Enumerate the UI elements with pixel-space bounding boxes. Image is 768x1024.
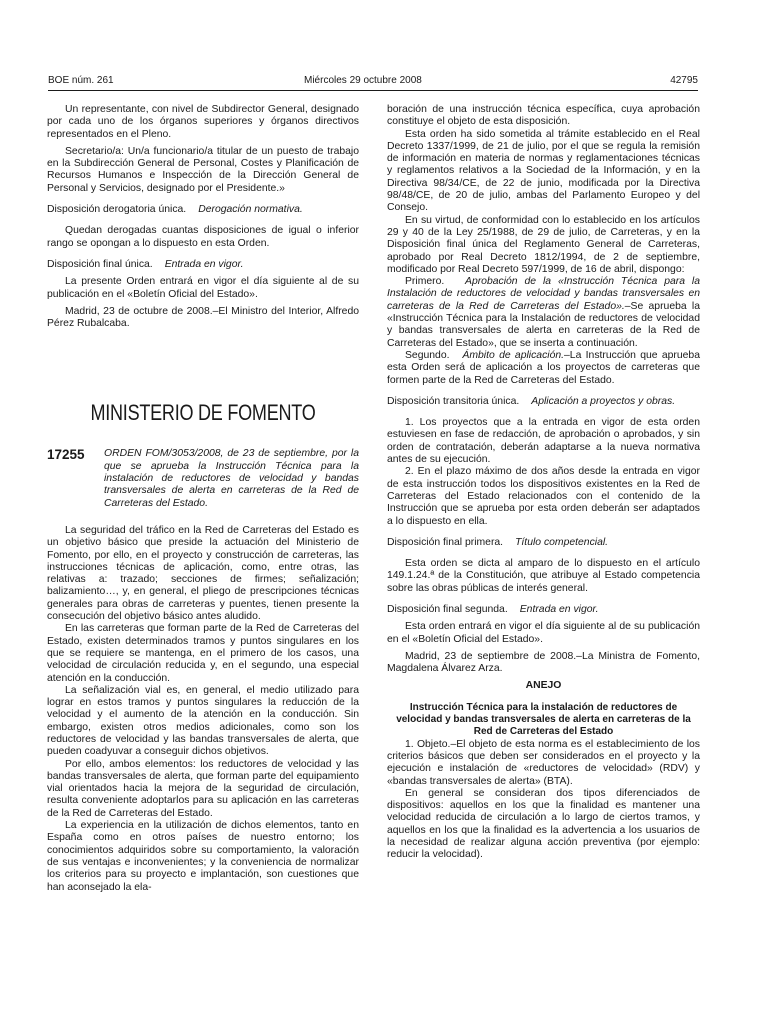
provision-title: Aplicación a proyectos y obras.	[531, 395, 676, 407]
article-text: –Se aprueba la «Instrucción Técnica para la Instalación de reductores de velocidad y bandas transversales de alerta en carreteras de la Red de Carreteras del Estado», que se inserta a continuación.	[387, 300, 700, 349]
provision-heading	[387, 604, 700, 616]
paragraph: Por ello, ambos elementos: los reductores de velocidad y las bandas transversales de alerta, que forman parte del equipamiento vial orientados hacia la mejora de la seguridad de circulación, resulta conveniente adoptarlos para su aplicación en las carreteras de la Red de Carreteras del Estado.	[47, 758, 359, 819]
provision-heading	[47, 204, 359, 216]
paragraph: La señalización vial es, en general, el medio utilizado para lograr en estos tramos y puntos singulares la reducción de la velocidad y el aumento de la atención en la conducción. Sin embargo, existen otros medios adicionales, como son los reductores de velocidad y las bandas transversales de alerta, que pueden coadyuvar a conseguir dichos objetivos.	[47, 684, 359, 758]
article-title: Ámbito de aplicación.	[462, 349, 565, 361]
paragraph: La experiencia en la utilización de dichos elementos, tanto en España como en otros países de nuestro entorno; los conocimientos adquiridos sobre su comportamiento, la valoración de sus ventajas e inconvenientes; y la conveniencia de normalizar los criterios para su proyecto e implantación, son cuestiones que han aconsejado la ela-	[47, 820, 359, 893]
article-label: Segundo.	[405, 349, 450, 361]
provision-title: Entrada en vigor.	[164, 258, 244, 270]
paragraph: 1. Los proyectos que a la entrada en vigor de esta orden estuviesen en fase de redacción, de aprobación o aprobados, y sin orden de contratación, deberán adaptarse a la nueva normativa antes de su ejecución.	[387, 417, 700, 466]
annex-title: Instrucción Técnica para la instalación de reductores de velocidad y bandas transversales de alerta en carreteras de la Red de Carreteras del Estado	[396, 701, 691, 738]
signature-paragraph: Madrid, 23 de septiembre de 2008.–La Ministra de Fomento, Magdalena Álvarez Arza.	[387, 650, 700, 675]
paragraph: En las carreteras que forman parte de la Red de Carreteras del Estado, existen determinados tramos y puntos singulares en los que se requiere se mantenga, en el primero de los casos, una velocidad de circulación reducida y, en el segundo, una especial atención en la conducción.	[47, 623, 359, 684]
right-column	[387, 104, 700, 862]
provision-label: Disposición final segunda.	[387, 603, 508, 615]
provision-heading	[387, 396, 700, 408]
paragraph: 1. Objeto.–El objeto de esta norma es el establecimiento de los criterios básicos que deben ser considerados en el proyecto y la ejecución e instalación de «reductores de velocidad» (RDV) y «bandas transversales de alerta» (BTA).	[387, 738, 700, 787]
article-text: –La Instrucción que aprueba esta Orden será de aplicación a los proyectos de carreteras que formen parte de la Red de Carreteras del Estado.	[387, 349, 700, 386]
paragraph: Esta orden se dicta al amparo de lo dispuesto en el artículo 149.1.24.ª de la Constitución, que atribuye al Estado competencia sobre las obras públicas de interés general.	[387, 558, 700, 594]
paragraph: Un representante, con nivel de Subdirector General, designado por cada uno de los órganos superiores y órganos directivos representados en el Pleno.	[47, 104, 359, 140]
provision-label: Disposición derogatoria única.	[47, 204, 187, 216]
page-number: 42795	[670, 75, 698, 86]
paragraph: En su virtud, de conformidad con lo establecido en los artículos 29 y 40 de la Ley 25/1988, de 29 de julio, de Carreteras, y en la Disposición final única del Reglamento General de Carreteras, aprobado por Real Decreto 1812/1994, de 2 de septiembre, modificado por Real Decreto 597/1999, de 16 de abril, dispongo:	[387, 214, 700, 275]
order-heading	[47, 448, 359, 509]
article-segundo	[387, 350, 700, 387]
bulletin-number: BOE núm. 261	[48, 75, 114, 86]
paragraph: Secretario/a: Un/a funcionario/a titular de un puesto de trabajo en la Subdirección General de Personal, Costes y Planificación de Recursos Humanos e Inspección de la Dirección General de Personal y Servicios, designado por el Presidente.»	[47, 145, 359, 194]
provision-title: Título competencial.	[515, 536, 609, 548]
paragraph: boración de una instrucción técnica específica, cuya aprobación constituye el objeto de esta disposición.	[387, 104, 700, 128]
provision-heading	[387, 537, 700, 549]
provision-label: Disposición transitoria única.	[387, 395, 520, 407]
provision-title: Entrada en vigor.	[519, 603, 599, 615]
provision-heading	[47, 259, 359, 271]
paragraph: Quedan derogadas cuantas disposiciones de igual o inferior rango se opongan a lo dispuesto en esta Orden.	[47, 225, 359, 249]
order-number: 17255	[47, 447, 85, 463]
paragraph: Esta orden ha sido sometida al trámite establecido en el Real Decreto 1337/1999, de 21 de julio, por el que se regula la remisión de información en materia de normas y reglamentaciones técnicas y reglamentos relativos a la Sociedad de la Información, y en la Directiva 98/34/CE, de 22 de junio, modificada por la Directiva 98/48/CE, de 20 de julio, ambas del Parlamento Europeo y del Consejo.	[387, 128, 700, 214]
ministry-heading: MINISTERIO DE FOMENTO	[90, 400, 316, 426]
paragraph: 2. En el plazo máximo de dos años desde la entrada en vigor de esta instrucción todos los dispositivos existentes en la Red de Carreteras del Estado relacionados con el contenido de la Instrucción que se aprueba por esta orden deberán ser adaptados a lo dispuesto en ella.	[387, 466, 700, 527]
signature-paragraph: Madrid, 23 de octubre de 2008.–El Ministro del Interior, Alfredo Pérez Rubalcaba.	[47, 305, 359, 330]
provision-label: Disposición final primera.	[387, 536, 504, 548]
paragraph: Esta orden entrará en vigor el día siguiente al de su publicación en el «Boletín Oficial del Estado».	[387, 621, 700, 645]
order-title: ORDEN FOM/3053/2008, de 23 de septiembre, por la que se aprueba la Instrucción Técnica para la instalación de reductores de velocidad y bandas transversales de alerta en carreteras de la Red de Carreteras del Estado.	[104, 448, 359, 509]
article-title: Aprobación de la «Instrucción Técnica para la Instalación de reductores de velocidad y bandas transversales en carreteras de la Red de Carreteras del Estado».	[387, 276, 700, 312]
annex-heading: ANEJO	[525, 680, 562, 692]
left-column	[47, 104, 359, 894]
article-label: Primero.	[405, 276, 445, 288]
paragraph: En general se consideran dos tipos diferenciados de dispositivos: aquellos en los que la finalidad es mantener una velocidad reducida de circulación a lo largo de ciertos tramos, y aquellos en los que la finalidad es la advertencia a los usuarios de la necesidad de realizar alguna acción preventiva (por ejemplo: reducir la velocidad).	[387, 787, 700, 861]
header-rule	[48, 90, 698, 91]
article-primero	[387, 276, 700, 350]
provision-title: Derogación normativa.	[198, 204, 303, 216]
paragraph: La presente Orden entrará en vigor el día siguiente al de su publicación en el «Boletín Oficial del Estado».	[47, 276, 359, 300]
provision-label: Disposición final única.	[47, 258, 153, 270]
paragraph: La seguridad del tráfico en la Red de Carreteras del Estado es un objetivo básico que preside la actuación del Ministerio de Fomento, por ello, en el proyecto y construcción de carreteras, las instrucciones técnicas de aplicación, como, entre otras, las relativas a: trazado; secciones de firmes; señalización; balizamiento…, y, en general, el pliego de prescripciones técnicas generales para obras de carreteras y puentes, tienen presente la consecución del objetivo básico antes aludido.	[47, 524, 359, 623]
publication-date: Miércoles 29 octubre 2008	[304, 75, 422, 86]
page-header	[48, 75, 698, 89]
